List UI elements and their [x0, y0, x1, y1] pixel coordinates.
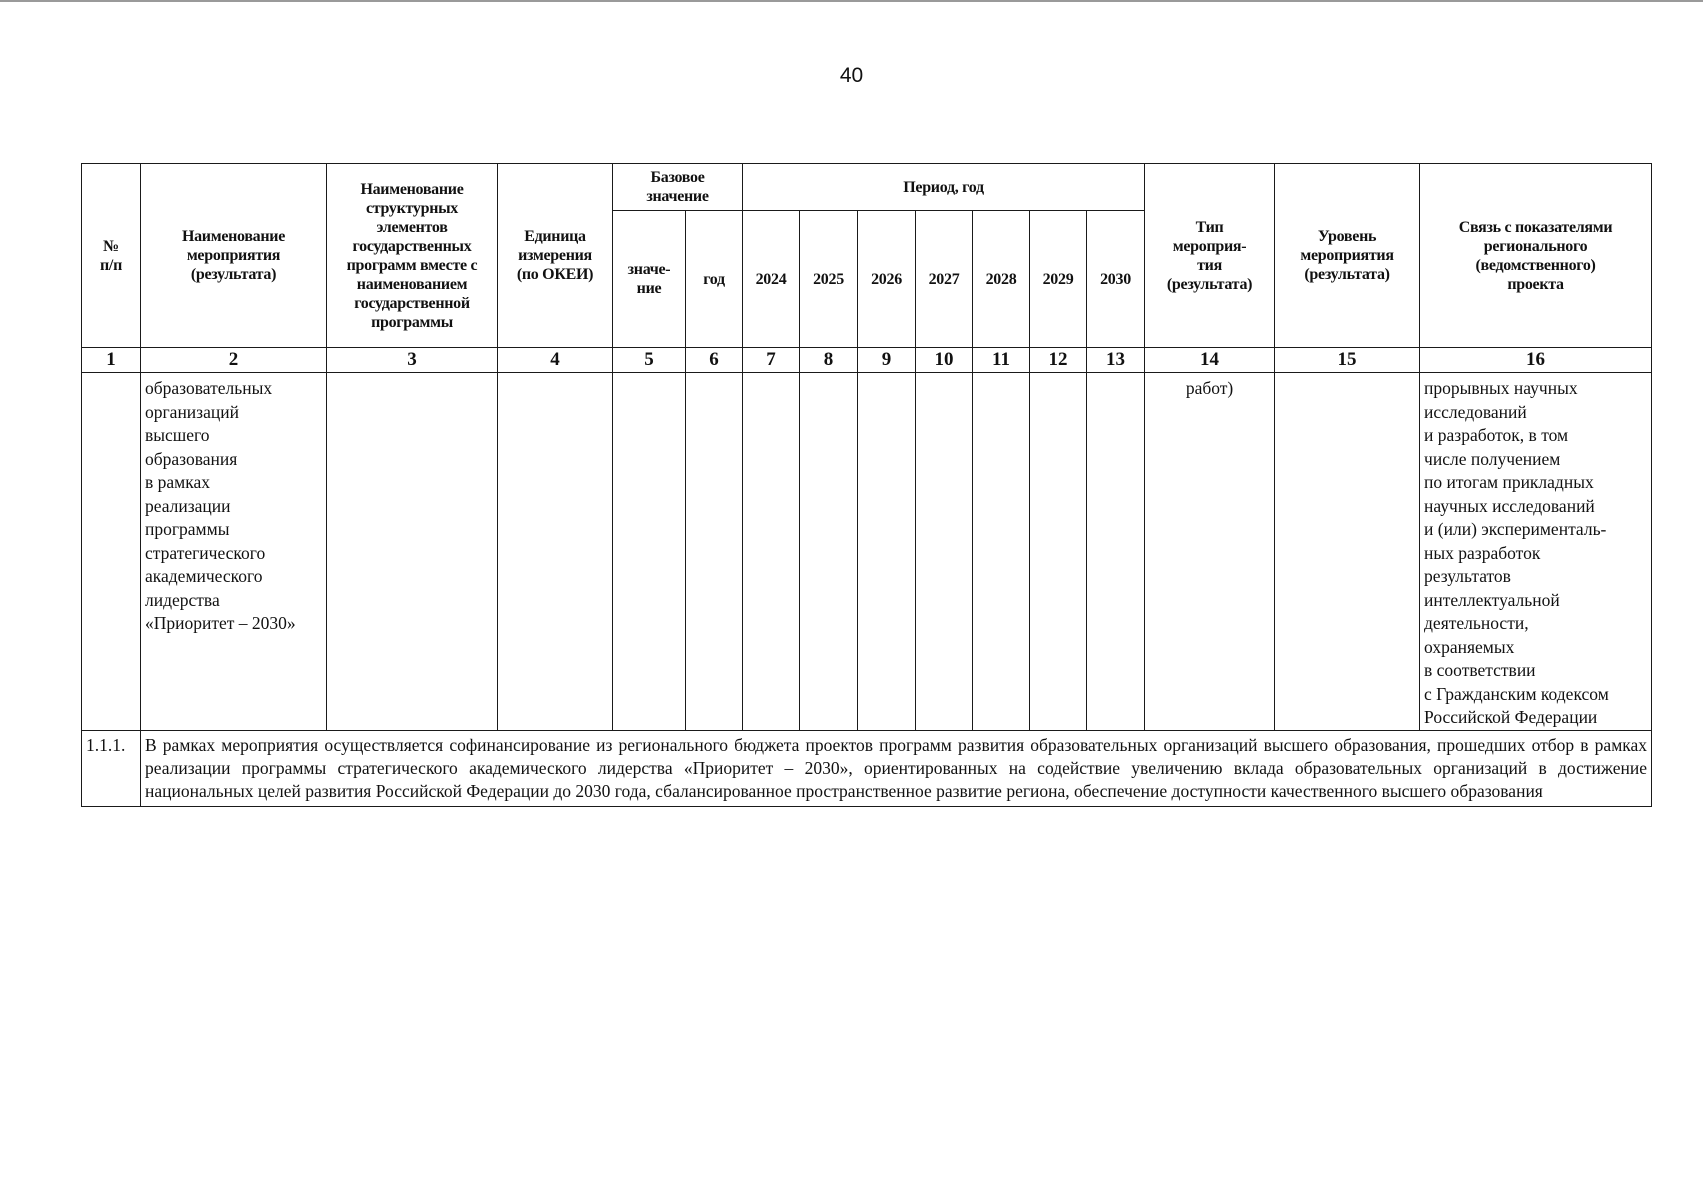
table-row: [82, 373, 1652, 731]
header-year-2027: 2027: [916, 211, 973, 348]
column-number: 5: [613, 348, 686, 373]
header-base-value-group: Базовое значение: [613, 164, 743, 211]
column-number: 14: [1145, 348, 1275, 373]
column-number: 1: [82, 348, 141, 373]
header-year-2026: 2026: [858, 211, 916, 348]
cell-event-level: [1275, 373, 1420, 731]
cell-event-name: образовательных организаций высшего образования в рамках реализации программы стратегического академического лидерства «Приоритет – 2030»: [141, 373, 327, 731]
column-number: 2: [141, 348, 327, 373]
column-number: 10: [916, 348, 973, 373]
column-number: 3: [327, 348, 498, 373]
column-number: 15: [1275, 348, 1420, 373]
description-row: [82, 730, 1652, 806]
header-base-year: год: [686, 211, 743, 348]
cell-year-2024: [743, 373, 800, 731]
column-numbers-row: [82, 348, 1652, 373]
header-row-1: [82, 164, 1652, 211]
header-indicator-link: Связь с показателями регионального (ведомственного) проекта: [1420, 164, 1652, 348]
header-event-name: Наименование мероприятия (результата): [141, 164, 327, 348]
cell-indicator-link: прорывных научных исследований и разработок, в том числе получением по итогам прикладных научных исследований и (или) эксперименталь- ных разработок результатов интеллектуальной деятельности, охраняемых в соответствии с Гражданским кодексом Российской Федерации: [1420, 373, 1652, 731]
header-event-level: Уровень мероприятия (результата): [1275, 164, 1420, 348]
column-number: 6: [686, 348, 743, 373]
cell-base-year: [686, 373, 743, 731]
header-unit: Единица измерения (по ОКЕИ): [498, 164, 613, 348]
events-table: [81, 163, 1652, 807]
header-year-2030: 2030: [1087, 211, 1145, 348]
header-base-value: значе- ние: [613, 211, 686, 348]
cell-year-2030: [1087, 373, 1145, 731]
cell-base-value: [613, 373, 686, 731]
column-number: 12: [1030, 348, 1087, 373]
header-number: № п/п: [82, 164, 141, 348]
top-border-line: [0, 0, 1703, 2]
description-number: 1.1.1.: [82, 730, 141, 806]
column-number: 13: [1087, 348, 1145, 373]
cell-structural-elements: [327, 373, 498, 731]
header-year-2029: 2029: [1030, 211, 1087, 348]
header-structural-elements: Наименование структурных элементов государственных программ вместе с наименованием государственной программы: [327, 164, 498, 348]
column-number: 7: [743, 348, 800, 373]
cell-year-2029: [1030, 373, 1087, 731]
page-number: 40: [839, 64, 864, 87]
cell-year-2026: [858, 373, 916, 731]
description-text: В рамках мероприятия осуществляется софинансирование из регионального бюджета проектов программ развития образовательных организаций высшего образования, прошедших отбор в рамках реализации программы стратегического академического лидерства «Приоритет – 2030», ориентированных на содействие увеличению вклада образовательных организаций в достижение национальных целей развития Российской Федерации до 2030 года, сбалансированное пространственное развитие региона, обеспечение доступности качественного высшего образования: [141, 730, 1652, 806]
cell-unit: [498, 373, 613, 731]
column-number: 11: [973, 348, 1030, 373]
header-year-2024: 2024: [743, 211, 800, 348]
header-year-2028: 2028: [973, 211, 1030, 348]
column-number: 8: [800, 348, 858, 373]
cell-year-2027: [916, 373, 973, 731]
column-number: 9: [858, 348, 916, 373]
cell-number: [82, 373, 141, 731]
cell-year-2025: [800, 373, 858, 731]
cell-event-type: работ): [1145, 373, 1275, 731]
header-year-2025: 2025: [800, 211, 858, 348]
header-event-type: Тип мероприя- тия (результата): [1145, 164, 1275, 348]
cell-year-2028: [973, 373, 1030, 731]
column-number: 4: [498, 348, 613, 373]
column-number: 16: [1420, 348, 1652, 373]
header-period-group: Период, год: [743, 164, 1145, 211]
